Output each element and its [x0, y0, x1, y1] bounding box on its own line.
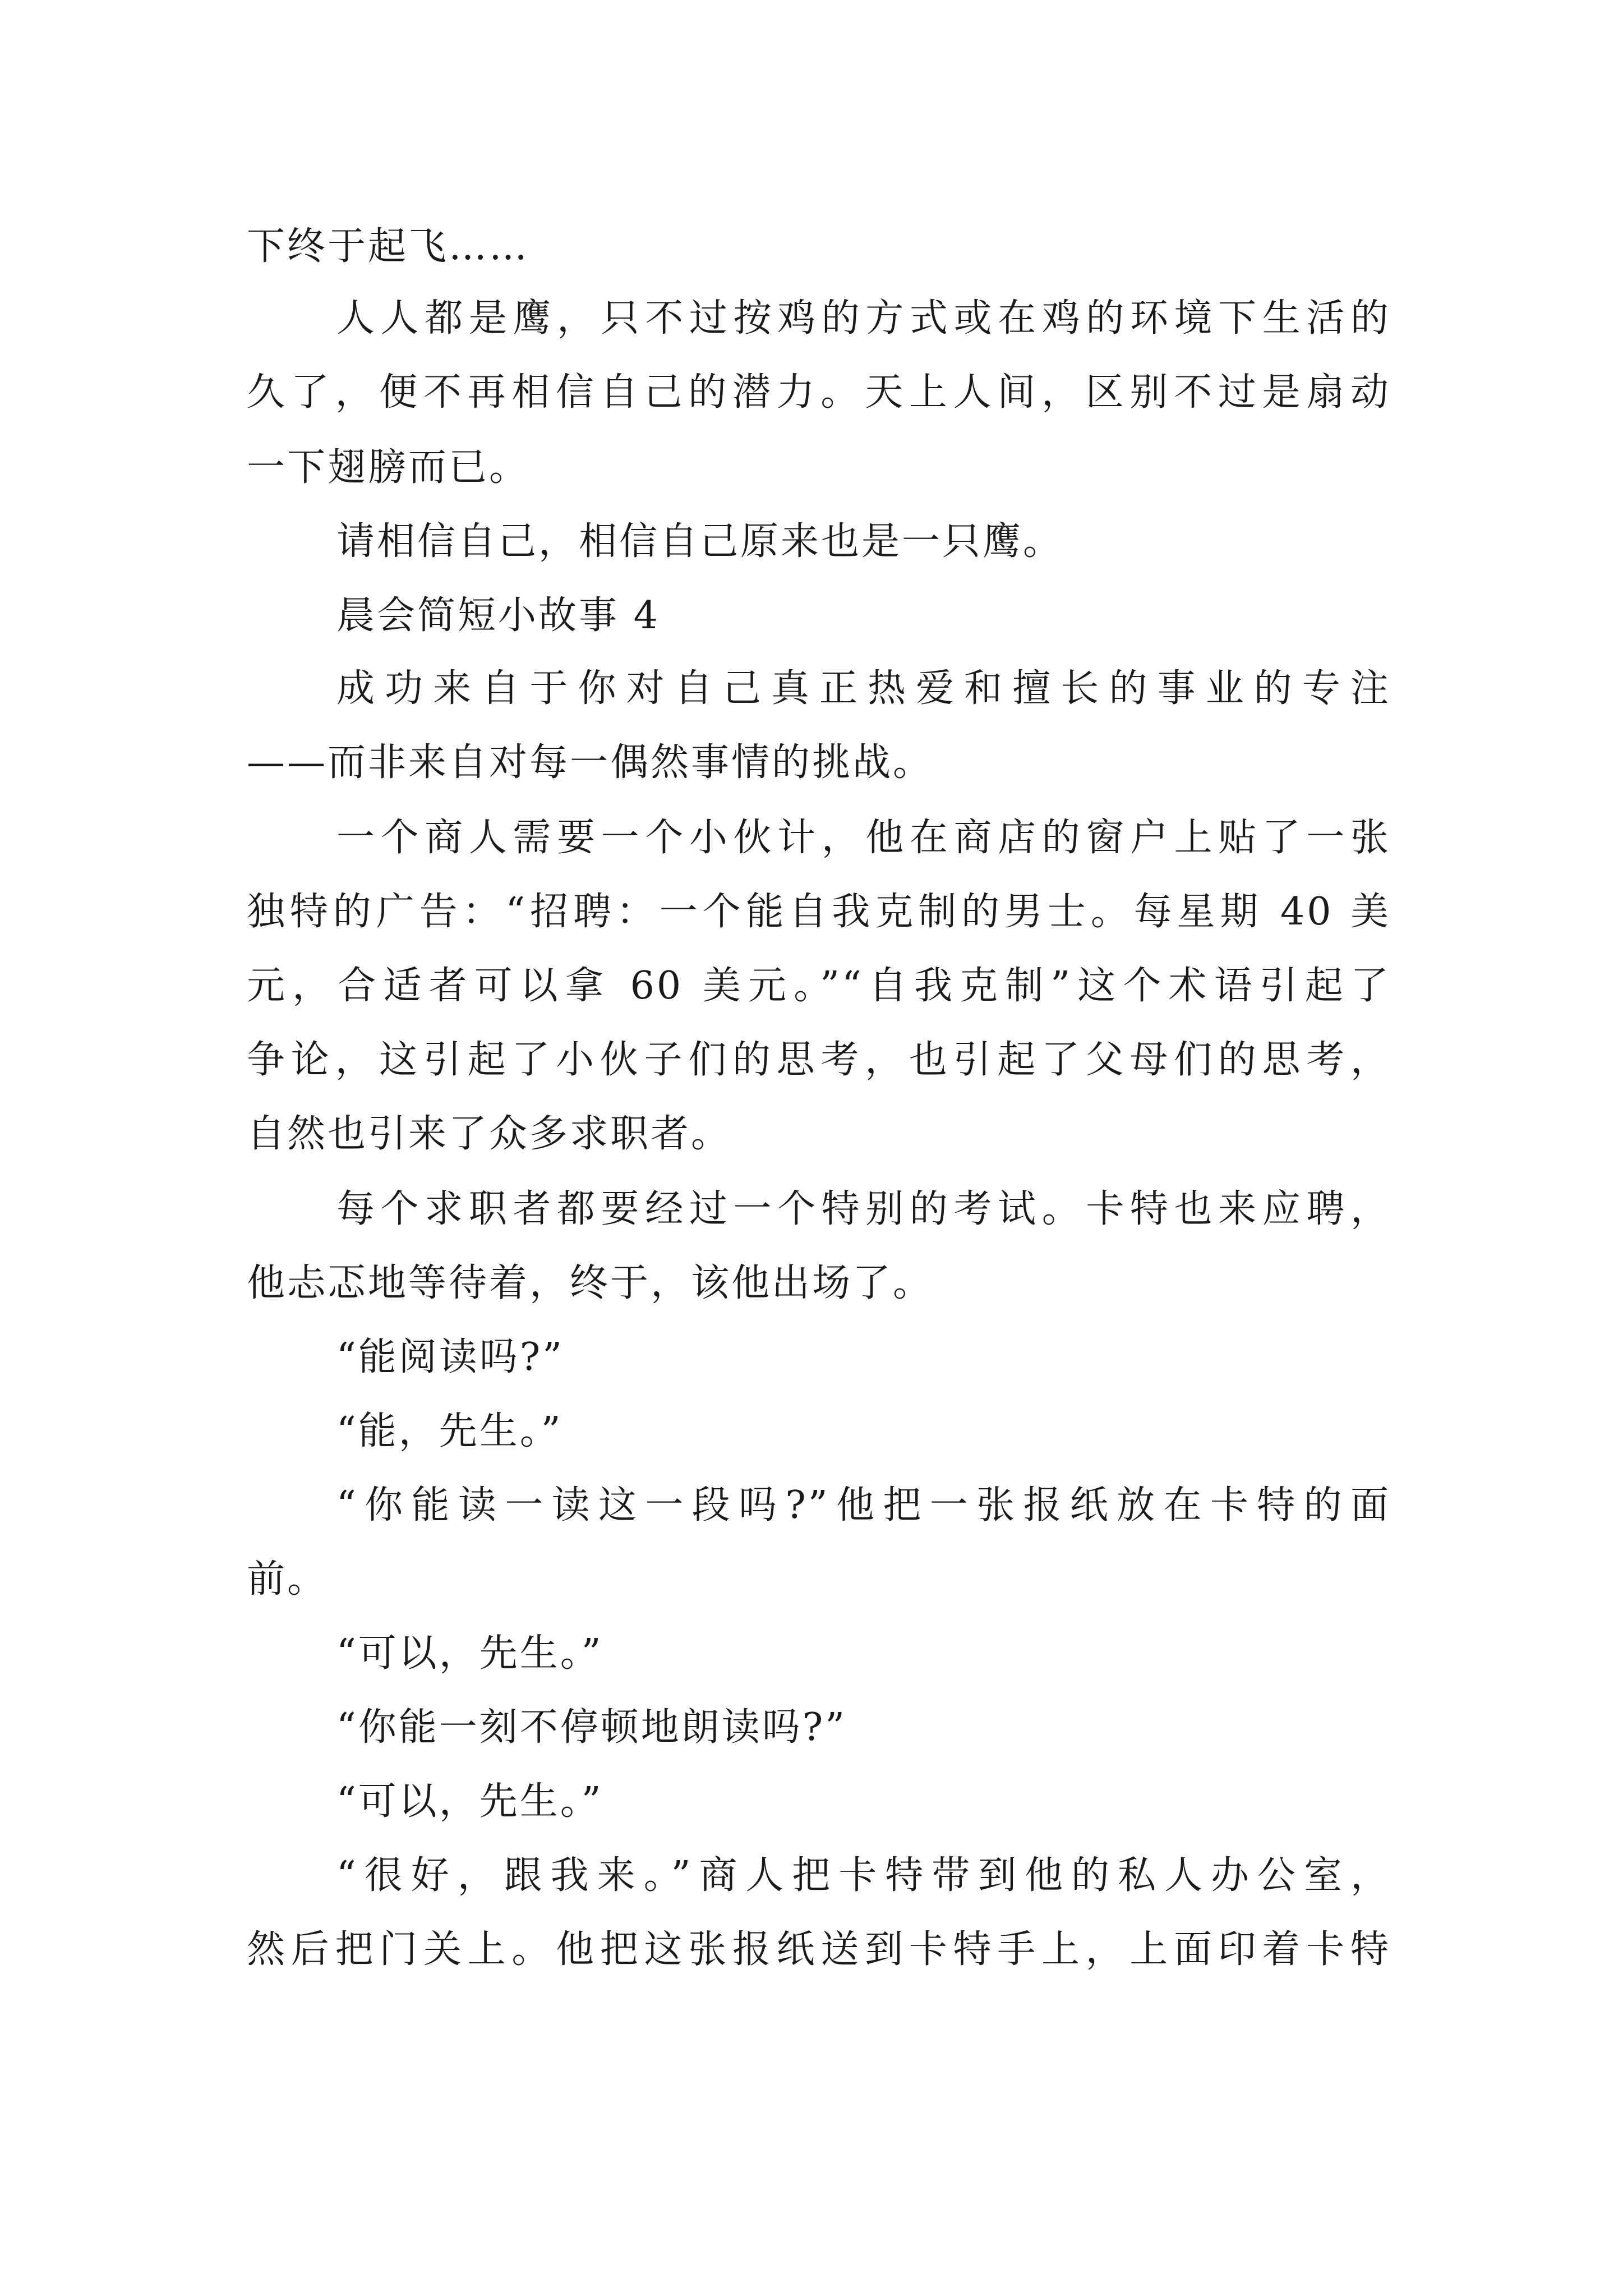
dialogue-line: “能阅读吗?” [336, 1335, 564, 1379]
text-line: 下终于起飞…… [247, 224, 530, 269]
text-line: 争论，这引起了小伙子们的思考，也引起了父母们的思考， [247, 1038, 1391, 1082]
dialogue-line: “能，先生。” [336, 1409, 563, 1453]
section-heading: 晨会简短小故事 4 [336, 593, 660, 638]
paragraph-first-line: 请相信自己，相信自己原来也是一只鹰。 [336, 519, 1064, 564]
dialogue-line: “可以，先生。” [336, 1631, 603, 1676]
paragraph-first-line: 一个商人需要一个小伙计，他在商店的窗户上贴了一张 [336, 816, 1391, 860]
text-line: 久了，便不再相信自己的潜力。天上人间，区别不过是扇动 [247, 370, 1391, 415]
dialogue-line: “你能一刻不停顿地朗读吗?” [336, 1705, 847, 1750]
text-line: 他忐忑地等待着，终于，该他出场了。 [247, 1261, 934, 1305]
text-line: 自然也引来了众多求职者。 [247, 1112, 732, 1156]
paragraph-first-line: 人人都是鹰，只不过按鸡的方式或在鸡的环境下生活的 [336, 296, 1391, 341]
paragraph-first-line: 每个求职者都要经过一个特别的考试。卡特也来应聘， [336, 1187, 1391, 1231]
text-line: 然后把门关上。他把这张报纸送到卡特手上，上面印着卡特 [247, 1927, 1391, 1972]
text-line: 元，合适者可以拿 60 美元。”“自我克制”这个术语引起了 [247, 964, 1391, 1008]
text-line: 前。 [247, 1557, 328, 1602]
dialogue-line: “可以，先生。” [336, 1779, 603, 1824]
dialogue-line: “很好，跟我来。”商人把卡特带到他的私人办公室， [336, 1853, 1391, 1898]
text-line: ——而非来自对每一偶然事情的挑战。 [247, 740, 934, 785]
dialogue-line: “你能读一读这一段吗?”他把一张报纸放在卡特的面 [336, 1483, 1391, 1527]
text-line: 独特的广告：“招聘：一个能自我克制的男士。每星期 40 美 [247, 890, 1391, 934]
text-line: 一下翅膀而已。 [247, 445, 530, 490]
paragraph-first-line: 成功来自于你对自己真正热爱和擅长的事业的专注 [336, 666, 1391, 711]
